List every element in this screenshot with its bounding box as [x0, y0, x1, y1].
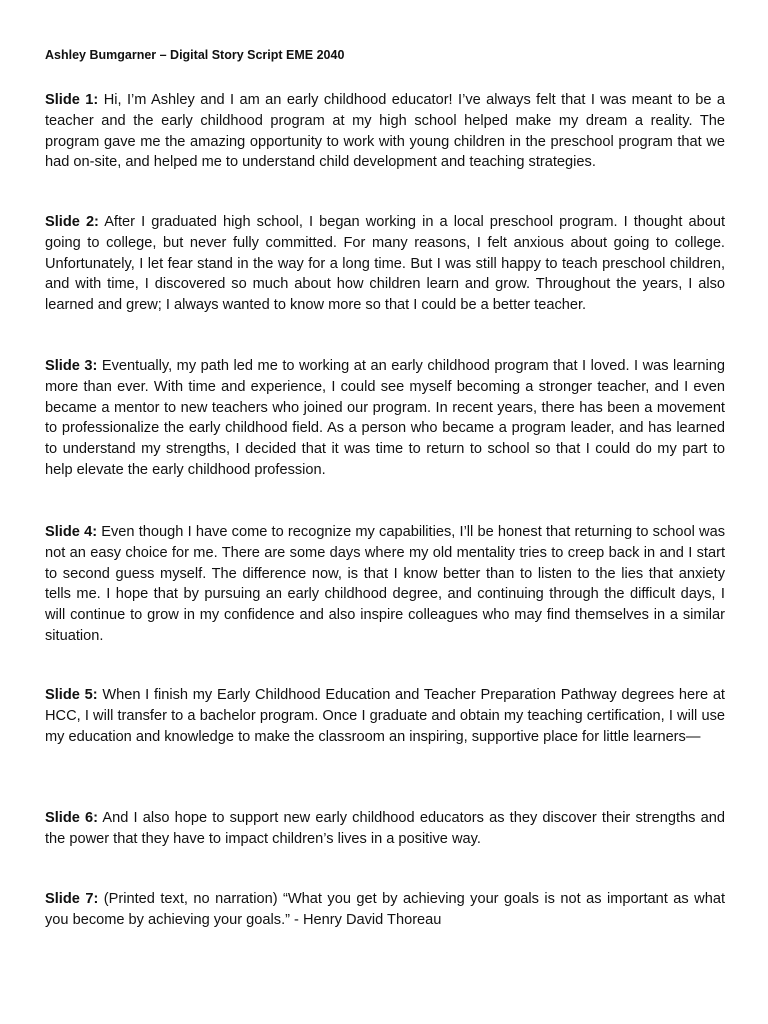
slide-text: When I finish my Early Childhood Education and Teacher Preparation Pathway degrees here at HCC, I will transfer to a bachelor program. Once I graduate and obtain my teaching certification, I will use my education and knowledge to make the classroom an inspiring, supportive place for little learners— — [45, 687, 725, 745]
slide-label: Slide 2: — [45, 214, 99, 230]
slide-5-paragraph — [45, 685, 725, 747]
slide-label: Slide 5: — [45, 687, 98, 703]
slide-3-paragraph — [45, 356, 725, 481]
slide-label: Slide 1: — [45, 92, 99, 108]
slide-1-paragraph — [45, 90, 725, 173]
slide-text: (Printed text, no narration) “What you get by achieving your goals is not as important as what you become by achieving your goals.” - Henry David Thoreau — [45, 891, 725, 928]
slide-7-paragraph — [45, 889, 725, 931]
slide-text: Even though I have come to recognize my capabilities, I’ll be honest that returning to school was not an easy choice for me. There are some days where my old mentality tries to creep back in and I start to second guess myself. The difference now, is that I know better than to listen to the lies that anxiety tells me. I hope that by pursuing an early childhood degree, and continuing through the difficult days, I will continue to grow in my confidence and also inspire colleagues who may find themselves in a similar situation. — [45, 524, 725, 644]
document-title: Ashley Bumgarner – Digital Story Script EME 2040 — [45, 48, 345, 62]
slide-label: Slide 3: — [45, 358, 98, 374]
slide-4-paragraph — [45, 522, 725, 647]
slide-label: Slide 6: — [45, 810, 99, 826]
slide-text: Eventually, my path led me to working at an early childhood program that I loved. I was learning more than ever. With time and experience, I could see myself becoming a stronger teacher, and I even became a mentor to new teachers who joined our program. In recent years, there has been a movement to professionalize the early childhood field. As a person who became a program leader, and has learned to understand my strengths, I decided that it was time to return to school so that I could do my part to help elevate the early childhood profession. — [45, 358, 725, 478]
slide-2-paragraph — [45, 212, 725, 316]
slide-label: Slide 4: — [45, 524, 98, 540]
slide-label: Slide 7: — [45, 891, 99, 907]
slide-text: Hi, I’m Ashley and I am an early childhood educator! I’ve always felt that I was meant to be a teacher and the early childhood program at my high school helped make my dream a reality. The program gave me the amazing opportunity to work with young children in the preschool program that we had on-site, and helped me to understand child development and teaching strategies. — [45, 92, 725, 171]
slide-6-paragraph — [45, 808, 725, 850]
slide-text: After I graduated high school, I began working in a local preschool program. I thought about going to college, but never fully committed. For many reasons, I felt anxious about going to college. Unfortunately, I let fear stand in the way for a long time. But I was still happy to teach preschool children, and with time, I discovered so much about how children learn and grow. Throughout the years, I also learned and grew; I always wanted to know more so that I could be a better teacher. — [45, 214, 725, 314]
slide-text: And I also hope to support new early childhood educators as they discover their strengths and the power that they have to impact children’s lives in a positive way. — [45, 810, 725, 847]
